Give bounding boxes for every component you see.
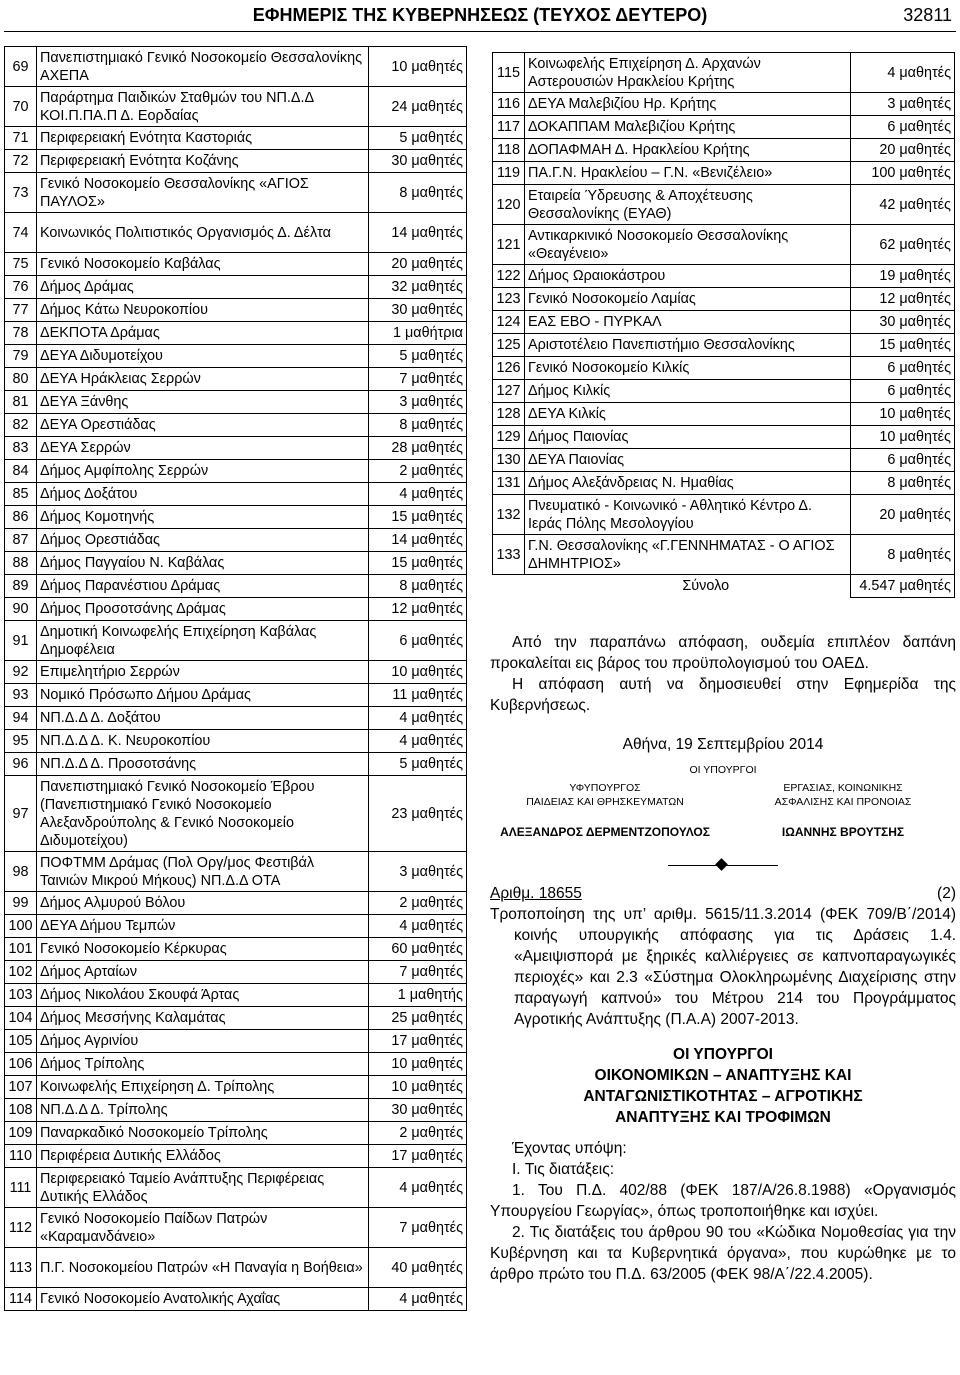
row-count: 8 μαθητές xyxy=(851,535,955,575)
table-row xyxy=(5,1208,467,1248)
table-row xyxy=(5,483,467,506)
row-number: 133 xyxy=(493,535,525,575)
row-number: 107 xyxy=(5,1076,37,1099)
table-row xyxy=(493,495,955,535)
table-row xyxy=(493,380,955,403)
row-institution: Δήμος Αλεξάνδρειας Ν. Ημαθίας xyxy=(525,472,851,495)
row-number: 127 xyxy=(493,380,525,403)
considering-item-1: I. Τις διατάξεις: xyxy=(512,1161,614,1178)
row-count: 17 μαθητές xyxy=(369,1030,467,1053)
row-count: 6 μαθητές xyxy=(851,357,955,380)
row-count: 8 μαθητές xyxy=(369,173,467,213)
row-institution: ΔΕΥΑ Κιλκίς xyxy=(525,403,851,426)
row-institution: ΔΕΥΑ Ξάνθης xyxy=(37,391,369,414)
row-count: 4 μαθητές xyxy=(369,730,467,753)
page-number: 32811 xyxy=(903,5,952,25)
row-count: 2 μαθητές xyxy=(369,460,467,483)
table-row xyxy=(5,437,467,460)
row-count: 12 μαθητές xyxy=(851,288,955,311)
row-number: 105 xyxy=(5,1030,37,1053)
row-count: 15 μαθητές xyxy=(851,334,955,357)
table-row xyxy=(5,753,467,776)
row-count: 100 μαθητές xyxy=(851,162,955,185)
row-count: 12 μαθητές xyxy=(369,598,467,621)
ministers-line-3: ΑΝΤΑΓΩΝΙΣΤΙΚΟΤΗΤΑΣ – ΑΓΡΟΤΙΚΗΣ xyxy=(583,1088,863,1105)
row-count: 1 μαθήτρια xyxy=(369,322,467,345)
row-institution: Δήμος Νικολάου Σκουφά Άρτας xyxy=(37,984,369,1007)
table-row xyxy=(5,961,467,984)
row-institution: Δημοτική Κοινωφελής Επιχείρηση Καβάλας Δημοφέλεια xyxy=(37,621,369,661)
row-institution: Πνευματικό - Κοινωνικό - Αθλητικό Κέντρο Δ. Ιεράς Πόλης Μεσολογγίου xyxy=(525,495,851,535)
row-institution: Αριστοτέλειο Πανεπιστήμιο Θεσσαλονίκης xyxy=(525,334,851,357)
row-number: 126 xyxy=(493,357,525,380)
row-count: 25 μαθητές xyxy=(369,1007,467,1030)
divider-diamond-icon xyxy=(715,858,728,871)
row-institution: ΔΕΥΑ Ορεστιάδας xyxy=(37,414,369,437)
table-row xyxy=(5,299,467,322)
row-count: 40 μαθητές xyxy=(369,1248,467,1288)
decision-number: Αριθμ. 18655 xyxy=(490,885,582,902)
row-number: 129 xyxy=(493,426,525,449)
row-number: 131 xyxy=(493,472,525,495)
ministers-line-1: ΟΙ ΥΠΟΥΡΓΟΙ xyxy=(673,1046,773,1063)
row-count: 4 μαθητές xyxy=(851,53,955,93)
table-row xyxy=(5,253,467,276)
row-number: 125 xyxy=(493,334,525,357)
row-number: 80 xyxy=(5,368,37,391)
row-number: 78 xyxy=(5,322,37,345)
row-institution: ΝΠ.Δ.Δ Δ. Κ. Νευροκοπίου xyxy=(37,730,369,753)
row-institution: Δήμος Δράμας xyxy=(37,276,369,299)
row-count: 23 μαθητές xyxy=(369,776,467,852)
row-institution: ΔΟΠΑΦΜΑΗ Δ. Ηρακλείου Κρήτης xyxy=(525,139,851,162)
row-institution: Δήμος Τρίπολης xyxy=(37,1053,369,1076)
table-row xyxy=(5,684,467,707)
total-row xyxy=(493,575,955,598)
table-row xyxy=(5,984,467,1007)
row-institution: Π.Γ. Νοσοκομείου Πατρών «Η Παναγία η Βοήθεια» xyxy=(37,1248,369,1288)
row-count: 10 μαθητές xyxy=(369,661,467,684)
table-row xyxy=(493,225,955,265)
table-row xyxy=(5,47,467,87)
table-row xyxy=(5,730,467,753)
table-row xyxy=(493,426,955,449)
row-count: 6 μαθητές xyxy=(369,621,467,661)
row-institution: ΔΕΥΑ Διδυμοτείχου xyxy=(37,345,369,368)
row-count: 15 μαθητές xyxy=(369,506,467,529)
table-row xyxy=(5,391,467,414)
table-row xyxy=(5,892,467,915)
row-number: 71 xyxy=(5,127,37,150)
row-count: 4 μαθητές xyxy=(369,915,467,938)
signature-right xyxy=(730,781,956,839)
row-count: 2 μαθητές xyxy=(369,892,467,915)
row-institution: Πανεπιστημιακό Γενικό Νοσοκομείο Έβρου (Πανεπιστημιακό Γενικό Νοσοκομείο Αλεξανδρούπολης & Γενικό Νοσοκομείο Διδυμοτείχου) xyxy=(37,776,369,852)
row-number: 74 xyxy=(5,213,37,253)
section-divider xyxy=(490,859,956,883)
row-institution: Δήμος Κιλκίς xyxy=(525,380,851,403)
row-institution: ΔΕΥΑ Παιονίας xyxy=(525,449,851,472)
row-count: 20 μαθητές xyxy=(369,253,467,276)
row-institution: Δήμος Προσοτσάνης Δράμας xyxy=(37,598,369,621)
row-number: 121 xyxy=(493,225,525,265)
row-count: 10 μαθητές xyxy=(369,1076,467,1099)
row-count: 10 μαθητές xyxy=(851,403,955,426)
table-row xyxy=(5,460,467,483)
table-row xyxy=(493,535,955,575)
row-number: 98 xyxy=(5,852,37,892)
row-institution: Γενικό Νοσοκομείο Θεσσαλονίκης «ΑΓΙΟΣ ΠΑΥΛΟΣ» xyxy=(37,173,369,213)
row-count: 7 μαθητές xyxy=(369,1208,467,1248)
table-row xyxy=(5,1053,467,1076)
row-number: 111 xyxy=(5,1168,37,1208)
table-row xyxy=(5,529,467,552)
page-header xyxy=(0,0,960,34)
row-institution: Δήμος Μεσσήνης Καλαμάτας xyxy=(37,1007,369,1030)
row-number: 119 xyxy=(493,162,525,185)
table-row xyxy=(493,93,955,116)
table-row xyxy=(5,368,467,391)
row-institution: Περιφερειακή Ενότητα Καστοριάς xyxy=(37,127,369,150)
table-row xyxy=(5,1288,467,1311)
row-institution: ΔΕΥΑ Δήμου Τεμπών xyxy=(37,915,369,938)
row-institution: Δήμος Ωραιοκάστρου xyxy=(525,265,851,288)
row-count: 7 μαθητές xyxy=(369,368,467,391)
row-number: 77 xyxy=(5,299,37,322)
row-institution: Δήμος Παρανέστιου Δράμας xyxy=(37,575,369,598)
row-number: 82 xyxy=(5,414,37,437)
row-institution: Γενικό Νοσοκομείο Λαμίας xyxy=(525,288,851,311)
row-count: 4 μαθητές xyxy=(369,1288,467,1311)
right-minister-name: ΙΩΑΝΝΗΣ ΒΡΟΥΤΣΗΣ xyxy=(781,825,905,839)
row-institution: ΝΠ.Δ.Δ Δ. Δοξάτου xyxy=(37,707,369,730)
ministers-line-2: ΟΙΚΟΝΟΜΙΚΩΝ – ΑΝΑΠΤΥΞΗΣ ΚΑΙ xyxy=(594,1067,852,1084)
header-rule xyxy=(4,31,956,32)
row-institution: Γενικό Νοσοκομείο Κιλκίς xyxy=(525,357,851,380)
row-number: 103 xyxy=(5,984,37,1007)
decision-title: Τροποποίηση της υπ’ αριθμ. 5615/11.3.2014 (ΦΕΚ 709/Β΄/2014) κοινής υπουργικής απόφασης για τις Δράσεις 1.4. «Αμειψισπορά με ξηρικές καλλιέργειες σε καπνοπαραγωγικές περιοχές» και 2.3 «Σύστημα Ολοκληρωμένης Διαχείρισης στην παραγωγή καπνού» του Μέτρου 214 του Προγράμματος Αγροτικής Ανάπτυξης (Π.Α.Α) 2007-2013. xyxy=(490,906,956,1028)
row-count: 6 μαθητές xyxy=(851,116,955,139)
row-institution: Γενικό Νοσοκομείο Καβάλας xyxy=(37,253,369,276)
table-row xyxy=(493,449,955,472)
row-number: 83 xyxy=(5,437,37,460)
decision-heading xyxy=(490,883,956,904)
table-row xyxy=(5,852,467,892)
signature-header: ΟΙ ΥΠΟΥΡΓΟΙ xyxy=(689,764,757,776)
row-institution: Δήμος Ορεστιάδας xyxy=(37,529,369,552)
row-count: 8 μαθητές xyxy=(851,472,955,495)
row-institution: Δήμος Αρταίων xyxy=(37,961,369,984)
table-row xyxy=(5,776,467,852)
row-number: 115 xyxy=(493,53,525,93)
row-number: 130 xyxy=(493,449,525,472)
row-count: 2 μαθητές xyxy=(369,1122,467,1145)
table-row xyxy=(5,1030,467,1053)
row-number: 101 xyxy=(5,938,37,961)
row-count: 30 μαθητές xyxy=(369,150,467,173)
row-count: 5 μαθητές xyxy=(369,753,467,776)
table-row xyxy=(493,472,955,495)
row-count: 10 μαθητές xyxy=(851,426,955,449)
row-count: 19 μαθητές xyxy=(851,265,955,288)
row-count: 5 μαθητές xyxy=(369,127,467,150)
signature-block xyxy=(490,763,956,859)
table-row xyxy=(493,334,955,357)
gazette-title: ΕΦΗΜΕΡΙΣ ΤΗΣ ΚΥΒΕΡΝΗΣΕΩΣ (ΤΕΥΧΟΣ ΔΕΥΤΕΡΟ) xyxy=(252,5,708,25)
row-number: 97 xyxy=(5,776,37,852)
row-count: 10 μαθητές xyxy=(369,1053,467,1076)
row-number: 70 xyxy=(5,87,37,127)
table-row xyxy=(493,265,955,288)
row-number: 85 xyxy=(5,483,37,506)
row-institution: ΠΟΦΤΜΜ Δράμας (Πολ Οργ/μος Φεστιβάλ Ταινιών Μικρού Μήκους) ΝΠ.Δ.Δ ΟΤΑ xyxy=(37,852,369,892)
row-number: 114 xyxy=(5,1288,37,1311)
table-row xyxy=(5,552,467,575)
table-row xyxy=(5,414,467,437)
row-institution: Παράρτημα Παιδικών Σταθμών του ΝΠ.Δ.Δ ΚΟΙ.Π.ΠΑ.Π Δ. Εορδαίας xyxy=(37,87,369,127)
row-institution: Δήμος Κάτω Νευροκοπίου xyxy=(37,299,369,322)
row-count: 24 μαθητές xyxy=(369,87,467,127)
row-institution: ΠΑ.Γ.Ν. Ηρακλείου – Γ.Ν. «Βενιζέλειο» xyxy=(525,162,851,185)
row-number: 75 xyxy=(5,253,37,276)
decision-ref: (2) xyxy=(937,885,956,902)
row-count: 6 μαθητές xyxy=(851,449,955,472)
row-institution: ΝΠ.Δ.Δ Δ. Προσοτσάνης xyxy=(37,753,369,776)
row-institution: Δήμος Αμφίπολης Σερρών xyxy=(37,460,369,483)
table-row xyxy=(493,139,955,162)
paragraph-budget: Από την παραπάνω απόφαση, ουδεμία επιπλέον δαπάνη προκαλείται εις βάρος του προϋπολογισμού του ΟΑΕΔ. xyxy=(490,634,956,672)
row-institution: Δήμος Αγρινίου xyxy=(37,1030,369,1053)
row-number: 72 xyxy=(5,150,37,173)
row-institution: Περιφέρεια Δυτικής Ελλάδος xyxy=(37,1145,369,1168)
row-number: 73 xyxy=(5,173,37,213)
row-institution: Δήμος Αλμυρού Βόλου xyxy=(37,892,369,915)
row-count: 32 μαθητές xyxy=(369,276,467,299)
table-row xyxy=(493,288,955,311)
row-count: 17 μαθητές xyxy=(369,1145,467,1168)
row-number: 110 xyxy=(5,1145,37,1168)
row-count: 4 μαθητές xyxy=(369,707,467,730)
row-count: 4 μαθητές xyxy=(369,483,467,506)
table-row xyxy=(493,116,955,139)
row-number: 108 xyxy=(5,1099,37,1122)
row-institution: Επιμελητήριο Σερρών xyxy=(37,661,369,684)
row-number: 91 xyxy=(5,621,37,661)
row-institution: Δήμος Κομοτηνής xyxy=(37,506,369,529)
row-institution: Νομικό Πρόσωπο Δήμου Δράμας xyxy=(37,684,369,707)
table-row xyxy=(5,598,467,621)
paragraph-publish: Η απόφαση αυτή να δημοσιευθεί στην Εφημερίδα της Κυβερνήσεως. xyxy=(490,676,956,714)
table-row xyxy=(493,403,955,426)
considering-item-2: 1. Του Π.Δ. 402/88 (ΦΕΚ 187/Α/26.8.1988) «Οργανισμός Υπουργείου Γεωργίας», όπως τροποποιήθηκε και ισχύει. xyxy=(490,1182,956,1220)
row-count: 62 μαθητές xyxy=(851,225,955,265)
row-count: 42 μαθητές xyxy=(851,185,955,225)
row-institution: Γενικό Νοσοκομείο Κέρκυρας xyxy=(37,938,369,961)
left-minister-ministry: ΠΑΙΔΕΙΑΣ ΚΑΙ ΘΡΗΣΚΕΥΜΑΤΩΝ xyxy=(526,796,684,808)
table-row xyxy=(5,1168,467,1208)
table-row xyxy=(493,162,955,185)
total-label: Σύνολο xyxy=(682,578,730,595)
table-row xyxy=(5,173,467,213)
considering-item-3: 2. Τις διατάξεις του άρθρου 90 του «Κώδικα Νομοθεσίας για την Κυβέρνηση και τα Κυβερνητικά όργανα», που κυρώθηκε με το άρθρο πρώτο του Π.Δ. 63/2005 (ΦΕΚ 98/Α΄/22.4.2005). xyxy=(490,1224,956,1283)
row-number: 87 xyxy=(5,529,37,552)
row-institution: ΔΕΥΑ Μαλεβιζίου Ηρ. Κρήτης xyxy=(525,93,851,116)
row-count: 60 μαθητές xyxy=(369,938,467,961)
considering-intro: Έχοντας υπόψη: xyxy=(512,1140,627,1157)
row-count: 15 μαθητές xyxy=(369,552,467,575)
table-row xyxy=(5,87,467,127)
row-count: 14 μαθητές xyxy=(369,213,467,253)
ministers-line-4: ΑΝΑΠΤΥΞΗΣ ΚΑΙ ΤΡΟΦΙΜΩΝ xyxy=(615,1109,831,1126)
row-number: 89 xyxy=(5,575,37,598)
signature-left xyxy=(490,781,720,839)
row-institution: ΔΕΥΑ Ηράκλειας Σερρών xyxy=(37,368,369,391)
row-number: 120 xyxy=(493,185,525,225)
row-count: 1 μαθητής xyxy=(369,984,467,1007)
right-minister-ministry: ΕΡΓΑΣΙΑΣ, ΚΟΙΝΩΝΙΚΗΣ xyxy=(783,782,903,794)
row-count: 30 μαθητές xyxy=(851,311,955,334)
row-count: 5 μαθητές xyxy=(369,345,467,368)
row-institution: Πανεπιστημιακό Γενικό Νοσοκομείο Θεσσαλονίκης ΑΧΕΠΑ xyxy=(37,47,369,87)
row-institution: ΝΠ.Δ.Δ Δ. Τρίπολης xyxy=(37,1099,369,1122)
table-row xyxy=(5,915,467,938)
row-institution: ΔΟΚΑΠΠΑΜ Μαλεβιζίου Κρήτης xyxy=(525,116,851,139)
right-students-table xyxy=(492,52,955,598)
row-count: 20 μαθητές xyxy=(851,495,955,535)
row-institution: Κοινωφελής Επιχείρηση Δ. Αρχανών Αστερουσιών Ηρακλείου Κρήτης xyxy=(525,53,851,93)
total-spacer xyxy=(493,575,525,598)
left-students-table xyxy=(4,46,467,1311)
table-row xyxy=(5,1145,467,1168)
row-number: 118 xyxy=(493,139,525,162)
row-count: 3 μαθητές xyxy=(851,93,955,116)
row-number: 113 xyxy=(5,1248,37,1288)
row-number: 79 xyxy=(5,345,37,368)
row-number: 104 xyxy=(5,1007,37,1030)
row-number: 94 xyxy=(5,707,37,730)
table-row xyxy=(493,357,955,380)
row-count: 30 μαθητές xyxy=(369,299,467,322)
row-number: 88 xyxy=(5,552,37,575)
row-number: 96 xyxy=(5,753,37,776)
row-number: 92 xyxy=(5,661,37,684)
left-minister-name: ΑΛΕΞΑΝΔΡΟΣ ΔΕΡΜΕΝΤΖΟΠΟΥΛΟΣ xyxy=(500,825,710,839)
row-institution: Δήμος Δοξάτου xyxy=(37,483,369,506)
row-number: 109 xyxy=(5,1122,37,1145)
table-row xyxy=(5,621,467,661)
row-number: 86 xyxy=(5,506,37,529)
table-row xyxy=(5,276,467,299)
row-count: 20 μαθητές xyxy=(851,139,955,162)
table-row xyxy=(5,1099,467,1122)
left-minister-title: ΥΦΥΠΟΥΡΓΟΣ xyxy=(569,782,641,794)
row-number: 128 xyxy=(493,403,525,426)
row-institution: ΔΕΥΑ Σερρών xyxy=(37,437,369,460)
row-number: 122 xyxy=(493,265,525,288)
table-row xyxy=(5,661,467,684)
row-number: 123 xyxy=(493,288,525,311)
table-row xyxy=(5,1007,467,1030)
row-institution: ΕΑΣ ΕΒΟ - ΠΥΡΚΑΛ xyxy=(525,311,851,334)
row-number: 95 xyxy=(5,730,37,753)
table-row xyxy=(5,1122,467,1145)
row-count: 7 μαθητές xyxy=(369,961,467,984)
row-institution: Γενικό Νοσοκομείο Ανατολικής Αχαΐας xyxy=(37,1288,369,1311)
signing-date: Αθήνα, 19 Σεπτεμβρίου 2014 xyxy=(622,736,824,753)
row-number: 112 xyxy=(5,1208,37,1248)
table-row xyxy=(5,213,467,253)
row-count: 6 μαθητές xyxy=(851,380,955,403)
row-count: 14 μαθητές xyxy=(369,529,467,552)
row-count: 10 μαθητές xyxy=(369,47,467,87)
table-row xyxy=(5,938,467,961)
row-count: 8 μαθητές xyxy=(369,414,467,437)
table-row xyxy=(5,322,467,345)
row-institution: Αντικαρκινικό Νοσοκομείο Θεσσαλονίκης «Θεαγένειο» xyxy=(525,225,851,265)
table-row xyxy=(5,345,467,368)
row-count: 3 μαθητές xyxy=(369,391,467,414)
row-institution: Παναρκαδικό Νοσοκομείο Τρίπολης xyxy=(37,1122,369,1145)
row-number: 76 xyxy=(5,276,37,299)
row-number: 100 xyxy=(5,915,37,938)
row-institution: Κοινωφελής Επιχείρηση Δ. Τρίπολης xyxy=(37,1076,369,1099)
table-row xyxy=(5,575,467,598)
row-institution: ΔΕΚΠΟΤΑ Δράμας xyxy=(37,322,369,345)
row-number: 102 xyxy=(5,961,37,984)
row-count: 8 μαθητές xyxy=(369,575,467,598)
row-number: 81 xyxy=(5,391,37,414)
table-row xyxy=(493,185,955,225)
table-row xyxy=(493,53,955,93)
ministers-heading xyxy=(490,1044,956,1128)
row-institution: Περιφερειακό Ταμείο Ανάπτυξης Περιφέρειας Δυτικής Ελλάδος xyxy=(37,1168,369,1208)
row-number: 69 xyxy=(5,47,37,87)
row-number: 106 xyxy=(5,1053,37,1076)
row-count: 30 μαθητές xyxy=(369,1099,467,1122)
row-number: 99 xyxy=(5,892,37,915)
row-number: 124 xyxy=(493,311,525,334)
table-row xyxy=(5,707,467,730)
row-institution: Γ.Ν. Θεσσαλονίκης «Γ.ΓΕΝΝΗΜΑΤΑΣ - Ο ΑΓΙΟΣ ΔΗΜΗΤΡΙΟΣ» xyxy=(525,535,851,575)
table-row xyxy=(493,311,955,334)
row-institution: Γενικό Νοσοκομείο Παίδων Πατρών «Καραμανδάνειο» xyxy=(37,1208,369,1248)
right-column-text xyxy=(490,632,956,1285)
table-row xyxy=(5,1076,467,1099)
row-institution: Δήμος Παιονίας xyxy=(525,426,851,449)
row-count: 11 μαθητές xyxy=(369,684,467,707)
row-number: 117 xyxy=(493,116,525,139)
row-institution: Εταιρεία Ύδρευσης & Αποχέτευσης Θεσσαλονίκης (ΕΥΑΘ) xyxy=(525,185,851,225)
row-number: 84 xyxy=(5,460,37,483)
row-institution: Δήμος Παγγαίου Ν. Καβάλας xyxy=(37,552,369,575)
row-institution: Περιφερειακή Ενότητα Κοζάνης xyxy=(37,150,369,173)
table-row xyxy=(5,506,467,529)
total-value: 4.547 μαθητές xyxy=(851,575,955,598)
row-count: 3 μαθητές xyxy=(369,852,467,892)
row-number: 93 xyxy=(5,684,37,707)
row-number: 116 xyxy=(493,93,525,116)
row-number: 90 xyxy=(5,598,37,621)
row-number: 132 xyxy=(493,495,525,535)
table-row xyxy=(5,150,467,173)
table-row xyxy=(5,127,467,150)
row-count: 4 μαθητές xyxy=(369,1168,467,1208)
table-row xyxy=(5,1248,467,1288)
row-institution: Κοινωνικός Πολιτιστικός Οργανισμός Δ. Δέλτα xyxy=(37,213,369,253)
right-minister-ministry-2: ΑΣΦΑΛΙΣΗΣ ΚΑΙ ΠΡΟΝΟΙΑΣ xyxy=(774,796,912,808)
row-count: 28 μαθητές xyxy=(369,437,467,460)
